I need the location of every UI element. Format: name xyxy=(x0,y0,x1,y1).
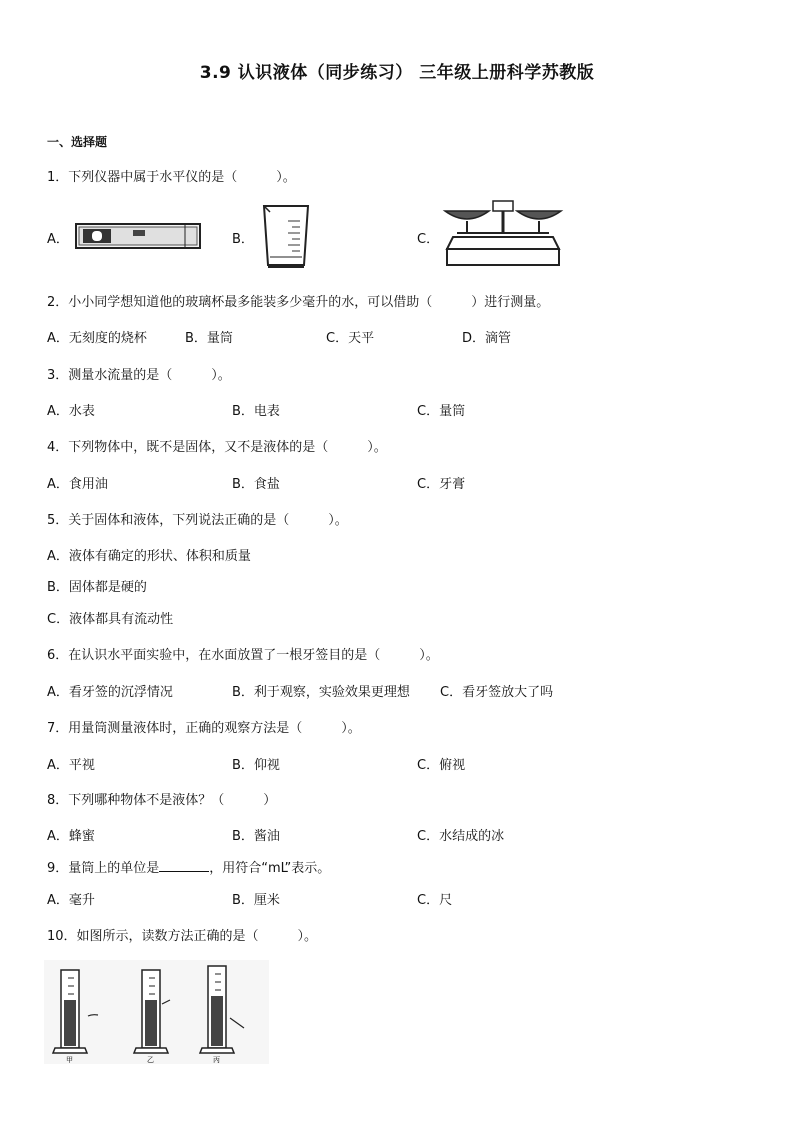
q9-text-before: 9．量筒上的单位是 xyxy=(47,861,160,876)
q2-option-c: C．天平 xyxy=(326,331,375,346)
graduated-cylinders-figure xyxy=(44,960,269,1064)
label-yi: 乙 xyxy=(147,1056,154,1064)
spirit-level-image xyxy=(75,220,203,252)
question-4: 4．下列物体中，既不是固体，又不是液体的是（ ）。 xyxy=(47,440,387,455)
q7-option-b: B．仰视 xyxy=(232,758,280,773)
q1-option-b: B． xyxy=(232,232,254,247)
q8-option-a: A．蜂蜜 xyxy=(47,829,95,844)
q8-option-c: C．水结成的冰 xyxy=(417,829,505,844)
q2-option-b: B．量筒 xyxy=(185,331,233,346)
q7-option-c: C．俯视 xyxy=(417,758,466,773)
q4-option-b: B．食盐 xyxy=(232,477,280,492)
q1-option-a: A． xyxy=(47,232,69,247)
q6-option-b: B．利于观察，实验效果更理想 xyxy=(232,685,410,700)
q9-option-c: C．尺 xyxy=(417,893,453,908)
q6-option-c: C．看牙签放大了吗 xyxy=(440,685,554,700)
q5-option-a: A．液体有确定的形状、体积和质量 xyxy=(47,549,251,564)
q6-option-a: A．看牙签的沉浮情况 xyxy=(47,685,173,700)
label-bing: 丙 xyxy=(213,1056,220,1064)
question-2: 2．小小同学想知道他的玻璃杯最多能装多少毫升的水，可以借助（ ）进行测量。 xyxy=(47,295,550,310)
q9-option-a: A．毫升 xyxy=(47,893,95,908)
question-8: 8．下列哪种物体不是液体？（ ） xyxy=(47,793,277,808)
q5-option-b: B．固体都是硬的 xyxy=(47,580,147,595)
q1-option-c: C． xyxy=(417,232,440,247)
question-10: 10．如图所示，读数方法正确的是（ ）。 xyxy=(47,929,318,944)
answer-blank xyxy=(159,859,209,872)
q3-option-a: A．水表 xyxy=(47,404,95,419)
question-9 xyxy=(47,857,330,876)
section-heading: 一、选择题 xyxy=(47,135,108,149)
q9-option-b: B．厘米 xyxy=(232,893,280,908)
question-5: 5．关于固体和液体，下列说法正确的是（ ）。 xyxy=(47,513,348,528)
page-title: 3.9 认识液体（同步练习） 三年级上册科学苏教版 xyxy=(199,63,595,83)
q3-option-b: B．电表 xyxy=(232,404,280,419)
question-1: 1．下列仪器中属于水平仪的是（ ）。 xyxy=(47,170,296,185)
q4-option-a: A．食用油 xyxy=(47,477,108,492)
q2-option-a: A．无刻度的烧杯 xyxy=(47,331,147,346)
question-3: 3．测量水流量的是（ ）。 xyxy=(47,368,231,383)
q5-option-c: C．液体都具有流动性 xyxy=(47,612,174,627)
q2-option-d: D．滴管 xyxy=(462,331,512,346)
q8-option-b: B．酱油 xyxy=(232,829,280,844)
q4-option-c: C．牙膏 xyxy=(417,477,466,492)
label-jia: 甲 xyxy=(66,1056,73,1064)
question-6: 6．在认识水平面实验中，在水面放置了一根牙签目的是（ ）。 xyxy=(47,648,439,663)
balance-scale-image xyxy=(443,197,563,269)
question-7: 7．用量筒测量液体时，正确的观察方法是（ ）。 xyxy=(47,721,361,736)
q3-option-c: C．量筒 xyxy=(417,404,466,419)
q9-text-after: ，用符合“mL”表示。 xyxy=(209,861,331,876)
measuring-cup-image xyxy=(262,203,310,269)
q7-option-a: A．平视 xyxy=(47,758,95,773)
